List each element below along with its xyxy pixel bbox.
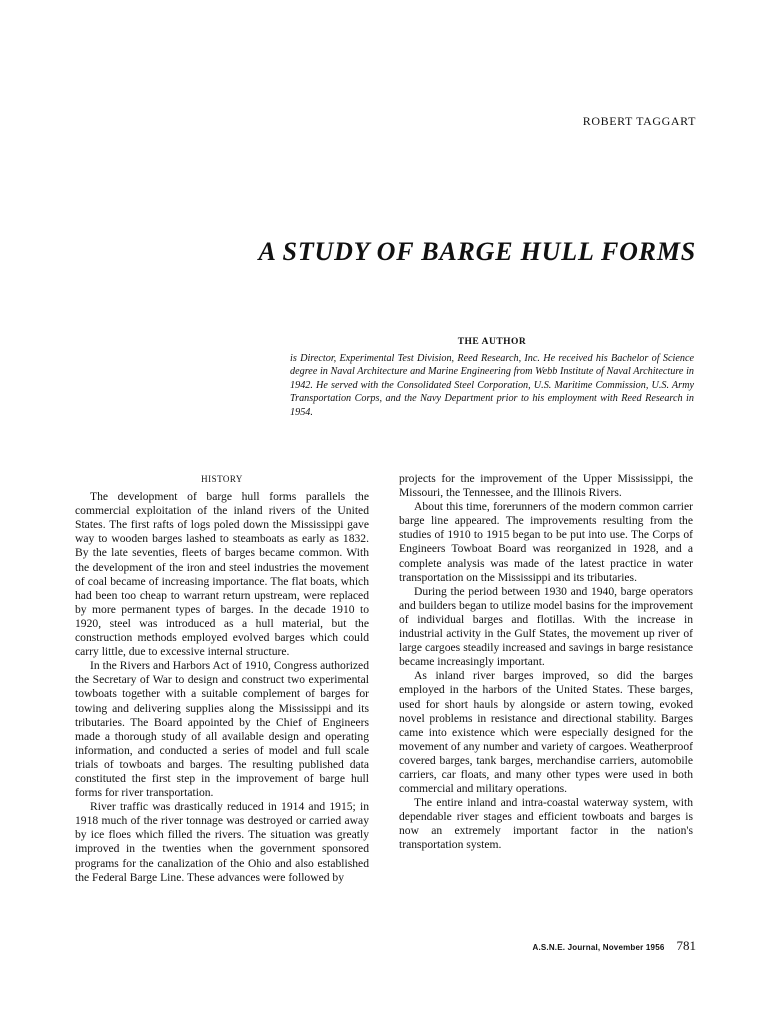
body-paragraph: The development of barge hull forms parallels the commercial exploitation of the inland rivers of the United States. The first rafts of logs poled down the Mississippi gave way to wooden barges lashed to steamboats as early as 1832. By the late seventies, fleets of barges became common. With the development of the iron and steel industries the movement of coal became of increasing importance. The flat boats, which had been too cheap to warrant return upstream, were replaced by more permanent types of barges. In the decade 1910 to 1920, steel was introduced as a hull material, but the construction methods employed evolved barges which could carry little, due to excessive internal structure. — [75, 490, 369, 659]
section-heading-history: HISTORY — [201, 474, 243, 484]
author-bio: is Director, Experimental Test Division, Reed Research, Inc. He received his Bachelor of Science degree in Naval Architecture and Marine Engineering from Webb Institute of Naval Architecture in 1942. He served with the Consolidated Steel Corporation, U.S. Maritime Commission, U.S. Army Transportation Corps, and the Navy Department prior to his employment with Reed Research in 1954. — [290, 353, 694, 418]
body-paragraph-continued: projects for the improvement of the Upper Mississippi, the Missouri, the Tennessee, and the Illinois Rivers. — [399, 472, 693, 500]
author-name: ROBERT TAGGART — [582, 114, 696, 128]
page-number: 781 — [676, 938, 696, 953]
body-paragraph: In the Rivers and Harbors Act of 1910, Congress authorized the Secretary of War to design and construct two experimental towboats together with a suitable complement of barges for towing and delivering supplies along the Mississippi and its tributaries. The Board appointed by the Chief of Engineers made a thorough study of all available design and operating information, and conducted a series of model and full scale trials of towboats and barges. The resulting published data constituted the first step in the improvement of barge hull forms for river transportation. — [75, 659, 369, 800]
page-footer — [532, 938, 696, 954]
body-paragraph: As inland river barges improved, so did the barges employed in the harbors of the United States. These barges, used for short hauls by alongside or astern towing, evoked novel problems in resistance and directional stability. Barges came into existence which were especially designed for the movement of any number and variety of cargoes. Weatherproof covered barges, tank barges, merchandise carriers, automobile carriers, car floats, and many other types were used in both commercial and military operations. — [399, 669, 693, 796]
left-column — [75, 472, 369, 885]
body-paragraph: The entire inland and intra-coastal waterway system, with dependable river stages and efficient towboats and barges is now an extremely important factor in the nation's transportation system. — [399, 796, 693, 852]
body-paragraph: During the period between 1930 and 1940, barge operators and builders began to utilize model basins for the improvement of individual barges and flotillas. With the increase in industrial activity in the Gulf States, the movement up river of large cargoes steadily increased and savings in barge resistance became increasingly important. — [399, 584, 693, 669]
article-title: A STUDY OF BARGE HULL FORMS — [258, 237, 696, 267]
author-block — [290, 337, 694, 419]
right-column — [399, 472, 693, 853]
body-paragraph: About this time, forerunners of the modern common carrier barge line appeared. The improvements resulting from the studies of 1910 to 1915 began to be put into use. The Corps of Engineers Towboat Board was reorganized in 1928, and a complete analysis was made of the latest practice in water transportation on the Mississippi and its tributaries. — [399, 500, 693, 584]
author-heading: THE AUTHOR — [457, 337, 527, 347]
body-paragraph: River traffic was drastically reduced in 1914 and 1915; in 1918 much of the river tonnage was destroyed or carried away by ice floes which filled the rivers. The situation was greatly improved in the twenties when the government sponsored programs for the canalization of the Ohio and also established the Federal Barge Line. These advances were followed by — [75, 800, 369, 884]
journal-citation: A.S.N.E. Journal, November 1956 — [532, 943, 665, 952]
